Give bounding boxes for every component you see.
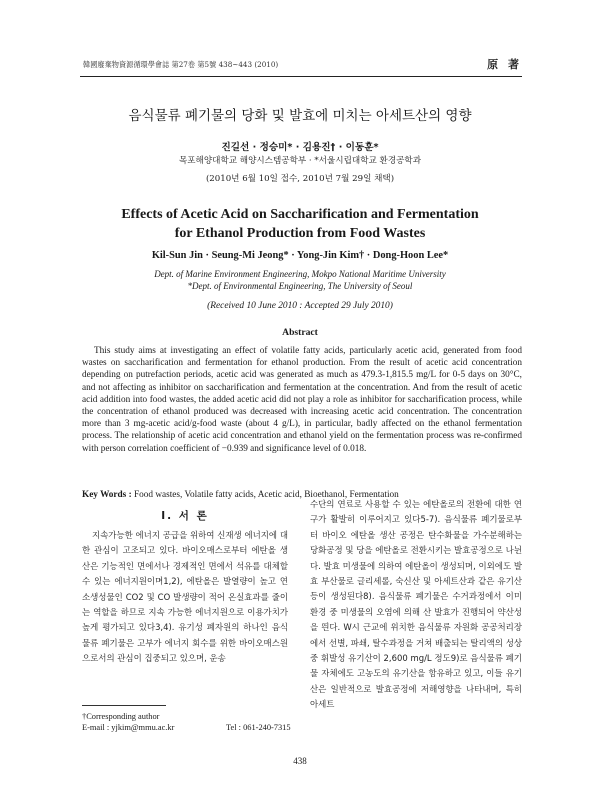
korean-dates: (2010년 6월 10일 접수, 2010년 7월 29일 채택) (205, 174, 395, 184)
abstract-body (82, 345, 522, 455)
english-dates: (Received 10 June 2010 : Accepted 29 July 2010) (207, 301, 393, 311)
keywords-list: Food wastes, Volatile fatty acids, Acetic acid, Bioethanol, Fermentation (134, 490, 399, 500)
english-affiliation (0, 268, 600, 292)
journal-header: 韓國廢棄物資源循環學會誌 第27卷 第5號 438~443 (2010) (83, 60, 279, 69)
page-number: 438 (293, 756, 307, 766)
english-authors: Kil-Sun Jin · Seung-Mi Jeong* · Yong-Jin Kim† · Dong-Hoon Lee* (151, 250, 449, 261)
korean-title: 음식물류 폐기물의 당화 및 발효에 미치는 아세트산의 영향 (128, 108, 472, 124)
keywords-label: Key Words : (82, 490, 132, 500)
section-heading-introduction: I. 서 론 (161, 510, 209, 522)
author-email: E-mail : yjkim@mmu.ac.kr (82, 723, 175, 732)
korean-authors: 진길선 · 정승미* · 김용진† · 이동훈* (221, 142, 379, 153)
body-column-left: 지속가능한 에너지 공급을 위하여 신재생 에너지에 대한 관심이 고조되고 있다. 바이오매스로부터 에탄올 생산은 기능적인 면에서나 경제적인 면에서 석유를 대체할 수 있는 에너지원이며1,2), 에탄올은 발열량이 높고 연소생성물인 CO2 및 CO 발생량이 적어 온실효과를 줄이는 역할을 하므로 지속 가능한 에너지원으로 이용가치가 높게 평가되고 있다3,4). 유기성 폐자원의 하나인 음식물류 폐기물은 고부가 에너지 회수를 위한 바이오매스원으로서의 관심이 집중되고 있으며, 운송 (82, 530, 288, 664)
english-title (0, 205, 600, 243)
abstract-text: This study aims at investigating an effect of volatile fatty acids, particularly acetic acid, generated from food wastes on saccharification and fermentation for ethanol production. From the result of acetic acid concentration depending on putrefaction periods, acetic acid was generated as much as 479.3-1,815.5 mg/L for 0-5 days on 30°C, and not affecting as inhibitor on saccharification and fermentation at the concentration. And from the result of acetic acid addition into food wastes, the added acetic acid did not play a role as inhibitor for saccharification process, while the concentration of ethanol produced was decreased with increasing acetic acid concentration. The concentration more than 3 mg-acetic acid/g-food waste (about 4 g/L), in particular, badly affected on the ethanol fermentation process. The relationship of acetic acid concentration and ethanol yield on the fermentation process was re-confirmed with person correlation coefficient of −0.939 and significance level of 0.018. (82, 346, 522, 454)
english-title-line1: Effects of Acetic Acid on Saccharification and Fermentation (121, 207, 479, 222)
english-affiliation-line2: *Dept. of Environmental Engineering, The University of Seoul (187, 281, 413, 291)
header-rule (80, 76, 522, 77)
body-column-right: 수단의 연료로 사용할 수 있는 에탄올로의 전환에 대한 연구가 활발히 이루어지고 있다5-7). 음식물류 폐기물로부터 바이오 에탄올 생산 공정은 탄수화물을 가수분해하는 당화공정 및 당을 에탄올로 전환시키는 발효공정으로 나뉜다. 발효 미생물에 의하여 에탄올이 생성되며, 이외에도 발효 부산물로 글리세롤, 숙신산 및 아세트산과 같은 유기산 등이 생성된다8). 음식물류 폐기물은 수거과정에서 이미 환경 중 미생물의 오염에 의해 산 발효가 진행되어 약산성을 띈다. W시 근교에 위치한 음식물류 자원화 공공처리장에서 선별, 파쇄, 탈수과정을 거쳐 배출되는 탈리액의 성상 중 휘발성 유기산이 2,600 mg/L 정도9)로 음식물류 폐기물 자체에도 고농도의 유기산을 함유하고 있고, 이들 유기산은 일반적으로 발효공정에 저해영향을 나타내며, 특히 아세트 (310, 499, 522, 710)
english-title-line2: for Ethanol Production from Food Wastes (174, 226, 426, 241)
footnote-rule (82, 705, 166, 706)
abstract-heading: Abstract (282, 327, 318, 338)
contact-line (82, 723, 292, 732)
corresponding-author-note: †Corresponding author (82, 712, 160, 721)
article-type-label: 原 著 (487, 58, 522, 71)
korean-affiliation: 목포해양대학교 해양시스템공학부 · *서울시립대학교 환경공학과 (178, 156, 422, 166)
author-tel: Tel : 061-240-7315 (226, 723, 291, 732)
english-affiliation-line1: Dept. of Marine Environment Engineering, Mokpo National Maritime University (154, 269, 446, 279)
